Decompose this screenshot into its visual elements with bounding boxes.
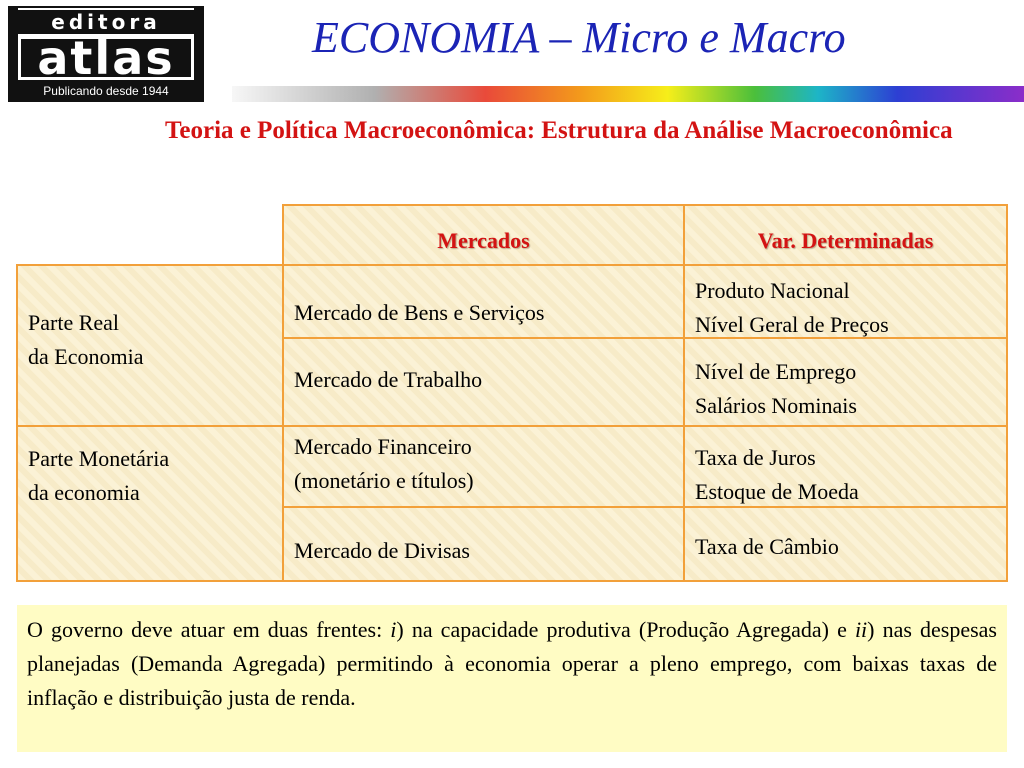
table-row-variavel bbox=[683, 337, 1008, 427]
var-produto-nacional: Produto Nacional bbox=[695, 278, 850, 303]
header-variaveis-label: Var. Determinadas bbox=[757, 228, 934, 253]
logo-subtitle: Publicando desde 1944 bbox=[43, 84, 169, 98]
group-real-line2: da Economia bbox=[28, 344, 144, 369]
var-taxa-cambio: Taxa de Câmbio bbox=[695, 534, 839, 559]
group-monetaria-line1: Parte Monetária bbox=[28, 446, 170, 471]
table-row-variavel bbox=[683, 506, 1008, 582]
publisher-logo bbox=[8, 6, 204, 102]
note-marker-ii: ii bbox=[854, 617, 868, 642]
slide-subtitle: Teoria e Política Macroeconômica: Estrutura da Análise Macroeconômica bbox=[165, 117, 953, 144]
header-mercados-label: Mercados bbox=[437, 228, 530, 253]
mercado-financeiro-detalhe: (monetário e títulos) bbox=[294, 468, 474, 493]
mercado-financeiro: Mercado Financeiro bbox=[294, 434, 472, 459]
table-row-mercado bbox=[282, 337, 685, 427]
group-monetaria-line2: da economia bbox=[28, 480, 140, 505]
logo-top-text: editora bbox=[18, 8, 194, 36]
var-nivel-emprego: Nível de Emprego bbox=[695, 359, 857, 384]
note-text-1: O governo deve atuar em duas frentes: bbox=[27, 617, 391, 642]
var-salarios-nominais: Salários Nominais bbox=[695, 393, 857, 418]
slide-title: ECONOMIA – Micro e Macro bbox=[312, 13, 846, 62]
table-row-variavel bbox=[683, 264, 1008, 339]
table-row-mercado bbox=[282, 264, 685, 339]
table-row-mercado bbox=[282, 506, 685, 582]
rainbow-divider bbox=[232, 86, 1024, 102]
group-parte-monetaria bbox=[16, 425, 284, 582]
government-note bbox=[17, 605, 1007, 752]
table-row-variavel bbox=[683, 425, 1008, 508]
var-estoque-moeda: Estoque de Moeda bbox=[695, 479, 859, 504]
var-taxa-juros: Taxa de Juros bbox=[695, 445, 816, 470]
logo-main-text: atlas bbox=[18, 36, 194, 80]
mercado-bens-servicos: Mercado de Bens e Serviços bbox=[294, 300, 545, 325]
note-text-3: ) nas despesas planejadas (Demanda Agregada) permitindo à economia operar a pleno emprego, com baixas taxas de inflação e distribuição justa de renda. bbox=[27, 617, 997, 710]
table-row-mercado bbox=[282, 425, 685, 508]
note-text-2: ) na capacidade produtiva (Produção Agregada) e bbox=[396, 617, 855, 642]
header-variaveis bbox=[683, 204, 1008, 266]
mercado-trabalho: Mercado de Trabalho bbox=[294, 367, 483, 392]
mercado-divisas: Mercado de Divisas bbox=[294, 538, 470, 563]
note-marker-i: i bbox=[390, 617, 397, 642]
group-parte-real bbox=[16, 264, 284, 427]
header-mercados bbox=[282, 204, 685, 266]
group-real-line1: Parte Real bbox=[28, 310, 120, 335]
var-nivel-precos: Nível Geral de Preços bbox=[695, 312, 889, 337]
